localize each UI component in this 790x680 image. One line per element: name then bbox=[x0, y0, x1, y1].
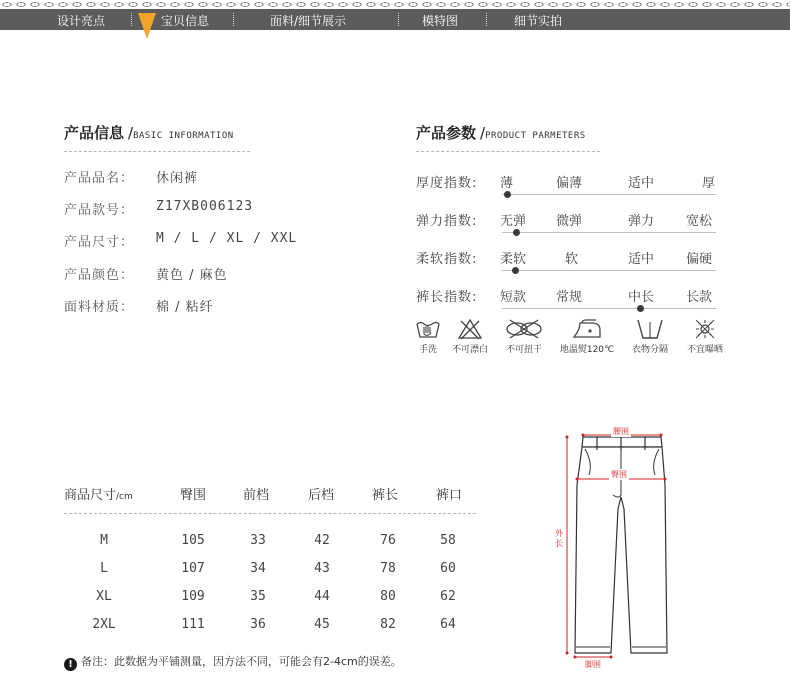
size-cell: 2XL bbox=[92, 617, 116, 632]
nav-active-indicator bbox=[138, 13, 156, 39]
measurement-cell: 76 bbox=[380, 533, 396, 548]
chain-border bbox=[0, 0, 790, 9]
warning-icon: ! bbox=[64, 658, 77, 671]
measurement-cell: 43 bbox=[314, 561, 330, 576]
measurement-cell: 36 bbox=[250, 617, 266, 632]
care-label: 手洗 bbox=[418, 345, 437, 355]
measurement-cell: 62 bbox=[440, 589, 456, 604]
nav-item-detail-photos[interactable]: 细节实拍 bbox=[514, 14, 563, 28]
param-indicator-dot bbox=[504, 191, 511, 198]
pants-outline-illustration bbox=[545, 425, 695, 675]
measurement-cell: 82 bbox=[380, 617, 396, 632]
param-option: 偏硬 bbox=[686, 252, 713, 267]
param-scale-line bbox=[502, 232, 716, 233]
product-params-title-text: 产品参数 bbox=[416, 124, 477, 142]
info-value-material: 棉 / 粘纤 bbox=[156, 300, 214, 315]
info-value-size: M / L / XL / XXL bbox=[156, 231, 298, 246]
product-params-title bbox=[416, 122, 586, 143]
care-no-bleach bbox=[446, 318, 494, 355]
measurement-cell: 58 bbox=[440, 533, 456, 548]
size-cell: M bbox=[100, 533, 108, 548]
measurement-cell: 42 bbox=[314, 533, 330, 548]
size-table-header-front-rise: 前档 bbox=[243, 488, 270, 503]
title-slash: / bbox=[480, 124, 486, 142]
care-label: 不宜曝晒 bbox=[686, 345, 723, 355]
param-scale-line bbox=[502, 194, 716, 195]
pants-diagram bbox=[545, 425, 695, 675]
size-cell: L bbox=[100, 561, 108, 576]
param-indicator-dot bbox=[512, 267, 519, 274]
measurement-cell: 105 bbox=[181, 533, 205, 548]
care-label: 不可漂白 bbox=[451, 345, 488, 355]
size-table-header-back-rise: 后档 bbox=[308, 488, 335, 503]
param-option: 长款 bbox=[686, 290, 713, 305]
param-label: 柔软指数: bbox=[416, 252, 478, 267]
nav-item-product-info[interactable]: 宝贝信息 bbox=[161, 14, 210, 28]
care-label: 不可扭干 bbox=[505, 345, 542, 355]
info-value-color: 黄色 / 麻色 bbox=[156, 268, 228, 283]
info-value-style-no: Z17XB006123 bbox=[156, 199, 254, 214]
care-no-sun-dry bbox=[680, 318, 730, 355]
measurement-cell: 107 bbox=[181, 561, 205, 576]
care-hand-wash bbox=[410, 318, 446, 355]
nav-item-design-highlights[interactable]: 设计亮点 bbox=[57, 14, 106, 28]
param-option: 中长 bbox=[628, 290, 655, 305]
info-label-color: 产品颜色： bbox=[64, 268, 135, 283]
info-label-material: 面料材质： bbox=[64, 300, 135, 315]
size-header-label: 商品尺寸 bbox=[64, 488, 117, 503]
title-slash: / bbox=[128, 124, 134, 142]
param-option: 薄 bbox=[500, 176, 514, 191]
product-info-subtitle: BASIC INFORMATION bbox=[133, 131, 234, 141]
nav-separator bbox=[131, 13, 132, 26]
hem-label: 脚围 bbox=[585, 660, 601, 669]
size-table-divider bbox=[64, 513, 476, 514]
param-option: 短款 bbox=[500, 290, 527, 305]
size-table-header-hem: 裤口 bbox=[436, 488, 463, 503]
divider bbox=[64, 151, 250, 152]
note-text: 备注：此数据为平铺测量，因方法不同，可能会有2-4cm的误差。 bbox=[81, 655, 402, 668]
separate-wash-icon bbox=[635, 318, 665, 340]
info-value-name: 休闲裤 bbox=[156, 171, 199, 186]
measurement-cell: 33 bbox=[250, 533, 266, 548]
care-separate-wash bbox=[626, 318, 674, 355]
low-iron-icon bbox=[570, 318, 604, 340]
measurement-note bbox=[64, 653, 402, 671]
measurement-cell: 60 bbox=[440, 561, 456, 576]
measurement-cell: 45 bbox=[314, 617, 330, 632]
param-option: 宽松 bbox=[686, 214, 713, 229]
param-indicator-dot bbox=[513, 229, 520, 236]
param-indicator-dot bbox=[637, 305, 644, 312]
param-label: 裤长指数: bbox=[416, 290, 478, 305]
param-option: 无弹 bbox=[500, 214, 527, 229]
size-header-unit: /cm bbox=[116, 492, 133, 502]
no-wring-icon bbox=[504, 318, 544, 340]
param-option: 厚 bbox=[702, 176, 716, 191]
no-sun-dry-icon bbox=[693, 318, 717, 340]
param-option: 微弹 bbox=[556, 214, 583, 229]
param-option: 柔软 bbox=[500, 252, 527, 267]
care-label: 地温熨120℃ bbox=[559, 345, 615, 355]
top-nav-bar bbox=[0, 0, 790, 30]
param-label: 厚度指数: bbox=[416, 176, 478, 191]
info-label-name: 产品品名： bbox=[64, 171, 135, 186]
size-table-header-hip: 臀围 bbox=[180, 488, 207, 503]
param-option: 适中 bbox=[628, 176, 655, 191]
info-label-size: 产品尺寸： bbox=[64, 235, 135, 250]
size-table-header-length: 裤长 bbox=[372, 488, 399, 503]
hip-label: 臀围 bbox=[611, 470, 627, 479]
outseam-label: 外长 bbox=[555, 529, 563, 548]
nav-separator bbox=[233, 13, 234, 26]
measurement-cell: 111 bbox=[181, 617, 205, 632]
param-option: 弹力 bbox=[628, 214, 655, 229]
measurement-cell: 44 bbox=[314, 589, 330, 604]
nav-separator bbox=[398, 13, 399, 26]
info-label-style-no: 产品款号： bbox=[64, 203, 135, 218]
param-option: 常规 bbox=[556, 290, 583, 305]
measurement-cell: 34 bbox=[250, 561, 266, 576]
param-option: 适中 bbox=[628, 252, 655, 267]
care-no-wring bbox=[498, 318, 550, 355]
product-params-subtitle: PRODUCT PARMETERS bbox=[485, 131, 586, 141]
nav-separator bbox=[486, 13, 487, 26]
nav-item-fabric-details[interactable]: 面料/细节展示 bbox=[270, 14, 347, 28]
param-label: 弹力指数: bbox=[416, 214, 478, 229]
measurement-cell: 80 bbox=[380, 589, 396, 604]
no-bleach-icon bbox=[457, 318, 483, 340]
size-table-header-size bbox=[64, 484, 133, 503]
size-cell: XL bbox=[96, 589, 112, 604]
product-info-title bbox=[64, 122, 234, 143]
care-label: 衣物分隔 bbox=[631, 345, 668, 355]
param-option: 软 bbox=[565, 252, 579, 267]
param-scale-line bbox=[502, 270, 716, 271]
measurement-cell: 109 bbox=[181, 589, 205, 604]
care-low-iron bbox=[555, 318, 619, 355]
nav-item-model-photos[interactable]: 模特图 bbox=[422, 14, 459, 28]
measurement-cell: 35 bbox=[250, 589, 266, 604]
hand-wash-icon bbox=[415, 318, 441, 340]
product-info-title-text: 产品信息 bbox=[64, 124, 125, 142]
param-option: 偏薄 bbox=[556, 176, 583, 191]
measurement-cell: 64 bbox=[440, 617, 456, 632]
divider bbox=[416, 151, 600, 152]
waist-label: 腰围 bbox=[613, 427, 629, 436]
measurement-cell: 78 bbox=[380, 561, 396, 576]
param-scale-line bbox=[502, 308, 716, 309]
